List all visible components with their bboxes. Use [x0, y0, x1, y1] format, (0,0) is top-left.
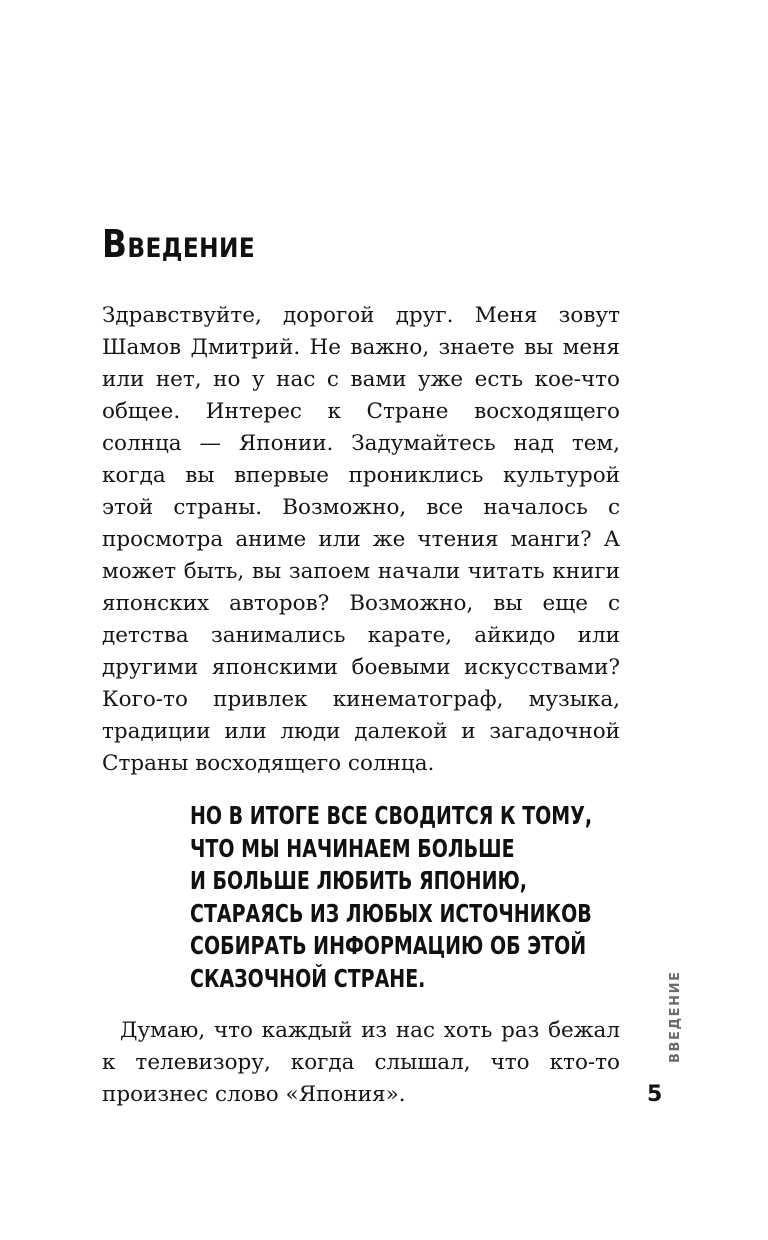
pull-quote-line: НО В ИТОГЕ ВСЕ СВОДИТСЯ К ТОМУ, [190, 801, 593, 830]
page-number: 5 [647, 1082, 663, 1107]
pull-quote-line: СКАЗОЧНОЙ СТРАНЕ. [190, 963, 426, 993]
pull-quote-line: И БОЛЬШЕ ЛЮБИТЬ ЯПОНИЮ, [190, 866, 528, 895]
pull-quote-line: СОБИРАТЬ ИНФОРМАЦИЮ ОБ ЭТОЙ [190, 931, 587, 960]
intro-paragraph: Здравствуйте, дорогой друг. Меня зовут Шамов Дмитрий. Не важно, знаете вы меня или нет, но у нас с вами уже есть кое-что общее. Интерес к Стране восходящего солнца — Японии. Задумайтесь над тем, когда вы впервые прониклись культурой этой страны. Возможно, все началось с просмотра аниме или же чтения манги? А может быть, вы запоем начали читать книги японских авторов? Возможно, вы еще с детства занимались карате, айкидо или другими японскими боевыми искусствами? Кого-то привлек кинематограф, музыка, традиции или люди далекой и загадочной Страны восходящего солнца. [102, 303, 620, 776]
running-head: ВВЕДЕНИЕ [668, 970, 683, 1063]
pull-quote [190, 800, 620, 995]
chapter-heading: Введение [102, 222, 256, 266]
pull-quote-line: СТАРАЯСЬ ИЗ ЛЮБЫХ ИСТОЧНИКОВ [190, 898, 592, 928]
pull-quote-line: ЧТО МЫ НАЧИНАЕМ БОЛЬШЕ [190, 833, 515, 863]
closing-paragraph: Думаю, что каждый из нас хоть раз бежал к телевизору, когда слышал, что кто-то произнес слово «Япония». [102, 1018, 620, 1107]
